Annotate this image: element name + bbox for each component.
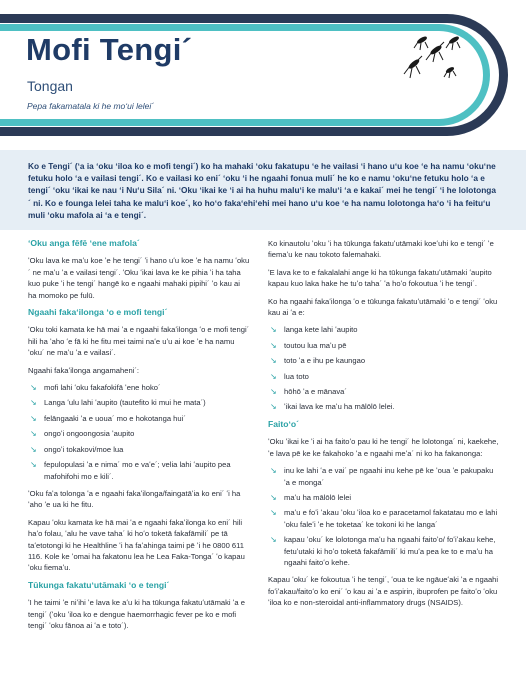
language-subtitle: Tongan <box>27 78 73 94</box>
paragraph: ʻE lava ke to e fakalalahi ange ki ha tūkunga fakatuʻutāmaki ʻaupito kapau kuo laka hake he tuʻo taha´ ʻa hoʻo fokoutua ʻi he tengi´. <box>268 267 492 289</box>
list-item: ↘ ongoʻi tokakovi/moe lua <box>30 444 124 454</box>
symptom-list <box>28 382 250 482</box>
list-item: ↘ toto ʻa e ihu pe kaungao <box>270 356 366 366</box>
list-item: ↘ mofi lahi ʻoku fakafokifā ʻene hoko´ <box>30 383 161 393</box>
arrow-bullet-icon: ↘ <box>270 466 277 476</box>
arrow-bullet-icon: ↘ <box>270 356 277 366</box>
paragraph: Ko ha ngaahi fakaʻilonga ʻo e tūkunga fakatuʻutāmaki ʻo e tengi´ ʻoku kau ai ʻa e: <box>268 296 498 318</box>
arrow-bullet-icon: ↘ <box>270 340 277 350</box>
paragraph: Kapau ʻoku kamata ke hā mai ʻa e ngaahi fakaʻilonga ko eni´ hili haʻo folau, ʻalu he vave taha´ ki hoʻo toketā fakafāmili´ pe tā taʻetotongi ki he Healthline ʻi ha faʻahinga taimi pē ʻi he 0800 611 116. Kole ke ʻomai ha fakatonu lea he Lea Faka-Tonga´ ʻo kapau ʻoku fiemaʻu. <box>28 517 245 573</box>
list-item: ↘ felāngaaki ʻa e uoua´ mo e hokotanga hui´ <box>30 413 186 423</box>
list-item: ↘ ongoʻi ongoongosia ʻaupito <box>30 429 135 439</box>
list-item: ↘ langa kete lahi ʻaupito <box>270 325 358 335</box>
list-item: ↘ kapau ʻoku´ ke lolotonga maʻu ha ngaahi faitoʻo/ foʻiʻakau kehe, fetuʻutaki ki hoʻo toketā fakafāmili´ ki muʻa pea ke to e maʻu ha ngaahi faitoʻo kehe. <box>270 535 496 567</box>
paragraph: ʻOku lava ke maʻu koe ʻe he tengi´ ʻi hano uʻu koe ʻe ha namu ʻoku´ ne maʻu ʻa e vailasi tengi´. ʻOku ʻikai lava ke ke pihia ʻi ha taha kuo puke ʻi he tengi´ hangē ko e ngaahi mahaki pipihi´ ʻo kau ai ha momoko pe fulū. <box>28 256 250 300</box>
arrow-bullet-icon: ↘ <box>270 325 277 335</box>
arrow-bullet-icon: ↘ <box>30 413 37 423</box>
paragraph: Ngaahi fakaʻilonga angamaheni´: <box>28 365 140 375</box>
list-item: ↘ lua toto <box>270 371 309 381</box>
page-title: Mofi Tengi´ <box>26 32 193 67</box>
arrow-bullet-icon: ↘ <box>270 492 277 502</box>
arrow-bullet-icon: ↘ <box>30 460 37 470</box>
arrow-bullet-icon: ↘ <box>30 444 37 454</box>
arrow-bullet-icon: ↘ <box>270 402 277 412</box>
list-item: ↘ maʻu e foʻi ʻakau ʻoku ʻiloa ko e paracetamol fakatatau mo e lahi ʻoku faleʻi ʻe he toketaa´ ke tokoni ki he langa´ <box>270 508 498 529</box>
paragraph: Ko kinautolu ʻoku ʻi ha tūkunga fakatuʻutāmaki koeʻuhi ko e tengi´ ʻe fiemaʻu ke nau tokoto falemahaki. <box>268 239 494 260</box>
heading-treatment: Faitoʻo´ <box>268 418 300 429</box>
list-item: ↘ maʻu ha mālōlō lelei <box>270 492 352 502</box>
paragraph: Kapau ʻoku´ ke fokoutua ʻi he tengi´, ʻoua te ke ngāueʻaki ʻa e ngaahi foʻiʻakau/faitoʻo ko eni´ ʻo kau ai ʻa e aspirin, ibuprofen pe faitoʻo ʻoku ʻiloa ko e non-steroidal anti-inflammatory drugs (NSAIDS). <box>268 575 499 608</box>
header <box>0 0 526 150</box>
arrow-bullet-icon: ↘ <box>270 508 277 518</box>
list-item: ↘ fepulopulasi ʻa e nima´ mo e vaʻe´; velia lahi ʻaupito pea mafohifohi mo e kili´. <box>30 460 231 481</box>
paragraph: ʻOku toki kamata ke hā mai ʻa e ngaahi fakaʻilonga ʻo e mofi tengi´ hili ha ʻaho ʻe fā ki he fitu mei taimi naʻe uʻu ai koe ʻe ha namu ʻoku´ ne maʻu ʻa e vailasi´. <box>28 325 250 358</box>
intro-paragraph: Ko e Tengi´ (ʻa ia ʻoku ʻiloa ko e mofi tengi´) ko ha mahaki ʻoku fakatupu ʻe he vailasi ʻi hano uʻu koe ʻe ha namu ʻokuʻne fetuku holo ʻa e vailasi tengi´. Ko e vailasi ko eni´ ʻoku ʻi he ngaahi fonua muli´ he ko e namu ʻokuʻne fetuku holo ʻa e tengi´ ʻoku ʻikai ke nau ʻi Nuʻu Sila´ ni. ʻOku ʻikai ke ʻi ai ha huhu maluʻi ke maluʻi ʻa e kakai´ mei he tengi´ ʻi he lolotonga´ ni. Ko e founga lelei taha ke maluʻi koe´, ko hoʻo fakaʻehiʻehi mei hano uʻu koe ʻe ha namu lolotonga haʻo ʻi ha feituʻu muli ʻoku mafola ai ʻa e tengi´. <box>28 161 496 220</box>
arrow-bullet-icon: ↘ <box>30 429 37 439</box>
mosquito-icon <box>400 30 480 92</box>
paragraph: ʻOku faʻa tolonga ʻa e ngaahi fakaʻilonga/faingatāʻia ko eni´ ʻi ha ʻaho ʻe ua ki he fitu. <box>28 488 241 510</box>
heading-symptoms: Ngaahi fakaʻilonga ʻo e mofi tengi´ <box>28 307 168 318</box>
treatment-list <box>268 465 500 568</box>
right-column <box>268 238 500 615</box>
arrow-bullet-icon: ↘ <box>270 387 277 397</box>
list-item: ↘ ʻikai lava ke maʻu ha mālōlō lelei. <box>270 402 395 412</box>
arrow-bullet-icon: ↘ <box>270 371 277 381</box>
list-item: ↘ Langa ʻulu lahi ʻaupito (tautefito ki mui he mata´) <box>30 398 206 408</box>
heading-spread: ʻOku anga fēfē ʻene mafola´ <box>28 238 140 248</box>
arrow-bullet-icon: ↘ <box>30 398 37 408</box>
list-item: ↘ inu ke lahi ʻa e vai´ pe ngaahi inu kehe pē ke ʻoua ʻe pakupaku ʻa e monga´ <box>270 466 494 487</box>
arrow-bullet-icon: ↘ <box>270 535 277 545</box>
severe-sign-list <box>268 324 500 412</box>
left-column <box>28 238 250 637</box>
tagline: Pepa fakamatala ki he moʻui lelei´ <box>27 101 155 111</box>
paragraph: ʻOku ʻikai ke ʻi ai ha faitoʻo pau ki he tengi´ he lolotonga´ ni, kaekehe, ʻe lava pē ke ke fakahoko ʻa e ngaahi meʻa´ ni ko ha fakanonga: <box>268 437 499 458</box>
arrow-bullet-icon: ↘ <box>30 383 37 393</box>
heading-severe: Tūkunga fakatuʻutāmaki ʻo e tengi´ <box>28 579 170 590</box>
paragraph: ʻI he taimi ʻe niʻihi ʻe lava ke aʻu ki ha tūkunga fakatuʻutāmaki ʻa e tengi´ (ʻoku ʻiloa ko e dengue haemorrhagic fever pe ko e mofi tengi´ ʻoku fānoa ai ʻa e toto´). <box>28 598 245 630</box>
list-item: ↘ hōhō ʻa e mānava´ <box>270 387 347 397</box>
list-item: ↘ toutou lua maʻu pē <box>270 340 347 350</box>
